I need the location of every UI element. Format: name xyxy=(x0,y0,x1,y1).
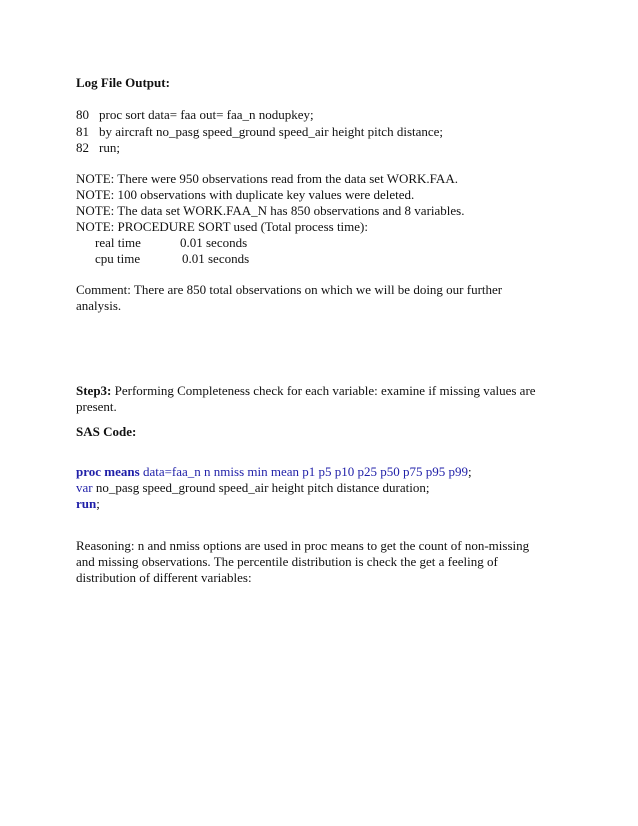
code-text: run; xyxy=(99,140,120,155)
step3-text: present. xyxy=(76,399,117,414)
log-heading: Log File Output: xyxy=(76,75,170,90)
log-code-line xyxy=(76,124,443,140)
line-number: 82 xyxy=(76,140,89,155)
step3-line xyxy=(76,383,536,399)
sas-code-line xyxy=(76,496,100,512)
comment-text: analysis. xyxy=(76,298,122,313)
timing-label: cpu time xyxy=(95,251,141,266)
reasoning-text: and missing observations. The percentile distribution is check the get a feeling of xyxy=(76,554,498,569)
step3-text: Performing Completeness check for each variable: examine if missing values are xyxy=(111,383,536,398)
code-var-list: no_pasg speed_ground speed_air height pitch distance duration; xyxy=(92,480,430,495)
log-note: NOTE: There were 950 observations read from the data set WORK.FAA. xyxy=(76,171,458,186)
timing-label: real time xyxy=(95,235,141,250)
log-note: NOTE: 100 observations with duplicate key values were deleted. xyxy=(76,187,415,202)
code-semicolon: ; xyxy=(96,496,100,511)
sas-code-heading: SAS Code: xyxy=(76,424,137,439)
reasoning-text: distribution of different variables: xyxy=(76,570,252,585)
log-code-line xyxy=(76,140,120,156)
keyword-proc-means: proc means xyxy=(76,464,140,479)
line-number: 80 xyxy=(76,107,89,122)
code-options: n nmiss min mean p1 p5 p10 p25 p50 p75 p95 p99 xyxy=(204,464,469,479)
timing-value: 0.01 seconds xyxy=(182,251,250,266)
sas-code-line xyxy=(76,480,429,496)
reasoning-text: Reasoning: n and nmiss options are used in proc means to get the count of non-missing xyxy=(76,538,530,553)
log-note: NOTE: The data set WORK.FAA_N has 850 observations and 8 variables. xyxy=(76,203,465,218)
code-semicolon: ; xyxy=(468,464,472,479)
keyword-run: run xyxy=(76,496,97,511)
code-data-option: data=faa_n xyxy=(139,464,205,479)
code-text: proc sort data= faa out= faa_n nodupkey; xyxy=(99,107,314,122)
timing-value: 0.01 seconds xyxy=(180,235,248,250)
log-code-line xyxy=(76,107,314,123)
keyword-var: var xyxy=(76,480,93,495)
line-number: 81 xyxy=(76,124,89,139)
comment-text: Comment: There are 850 total observations on which we will be doing our further xyxy=(76,282,503,297)
step3-label: Step3: xyxy=(76,383,112,398)
code-text: by aircraft no_pasg speed_ground speed_air height pitch distance; xyxy=(99,124,444,139)
sas-code-line xyxy=(76,464,472,480)
log-note: NOTE: PROCEDURE SORT used (Total process time): xyxy=(76,219,368,234)
